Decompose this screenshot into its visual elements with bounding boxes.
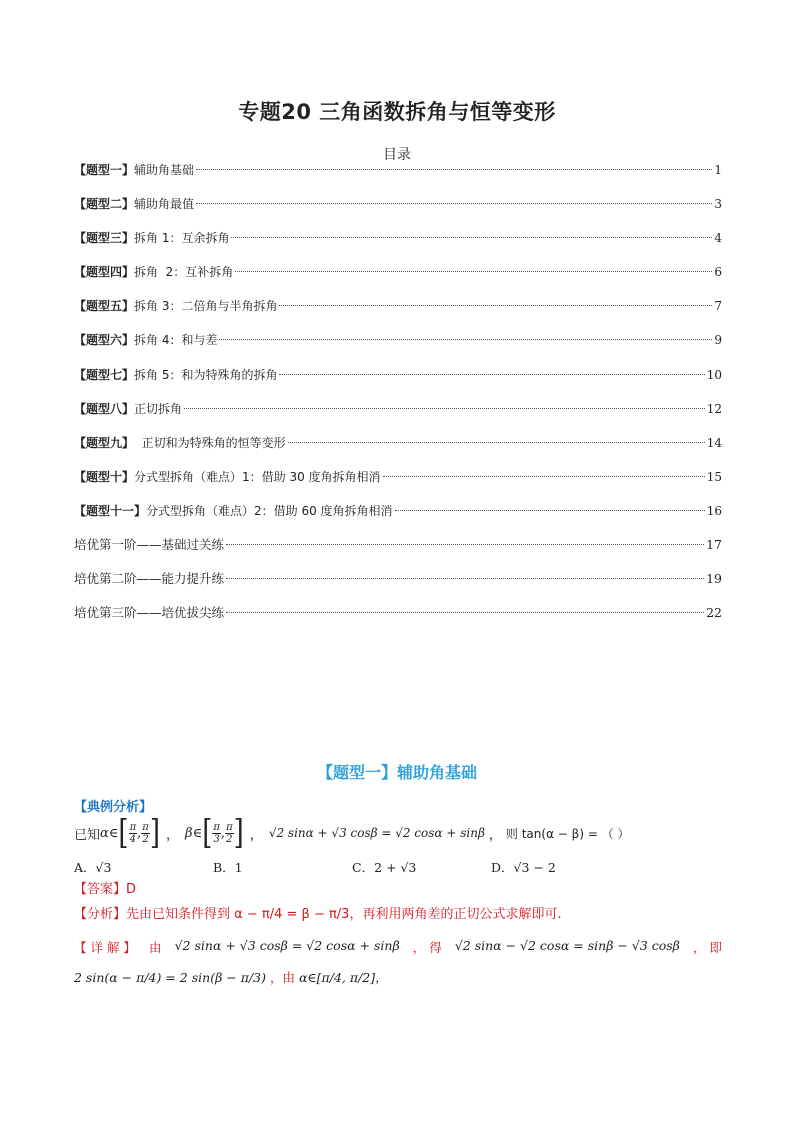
toc-entry-page: 7 bbox=[714, 299, 722, 314]
beta-condition: β∈ bbox=[185, 825, 203, 841]
toc-entry[interactable] bbox=[74, 330, 722, 364]
toc-entry[interactable] bbox=[74, 603, 722, 637]
toc-dot-leader bbox=[226, 612, 704, 613]
toc-entry-page: 9 bbox=[714, 333, 722, 348]
toc-entry-page: 19 bbox=[706, 571, 722, 587]
detail-text-thus: ， 即 bbox=[693, 940, 722, 955]
detail-line-1 bbox=[74, 938, 722, 956]
toc-entry-label: 拆角 4：和与差 bbox=[134, 333, 218, 348]
toc-entry-label: 辅助角最值 bbox=[134, 197, 195, 212]
toc-entry[interactable] bbox=[74, 194, 722, 228]
toc-dot-leader bbox=[184, 408, 705, 409]
toc-entry-label: 正切和为特殊角的恒等变形 bbox=[134, 435, 286, 450]
option-a[interactable]: A．√3 bbox=[74, 860, 112, 875]
toc-entry[interactable] bbox=[74, 399, 722, 433]
table-of-contents bbox=[74, 160, 722, 637]
analysis-line bbox=[74, 903, 722, 922]
toc-dot-leader bbox=[235, 271, 712, 272]
example-tag: 【典例分析】 bbox=[74, 800, 153, 815]
given-equation: √2 sinα + √3 cosβ = √2 cosα + sinβ bbox=[268, 826, 485, 840]
toc-dot-leader bbox=[226, 544, 704, 545]
analysis-text: 先由已知条件得到 α − π/4 = β − π/3，再利用两角差的正切公式求解即可. bbox=[126, 907, 562, 922]
toc-entry-label: 分式型拆角（难点）1：借助 30 度角拆角相消 bbox=[134, 469, 381, 484]
toc-entry-page: 3 bbox=[714, 197, 722, 212]
answer-tag: 【答案】 bbox=[74, 882, 127, 897]
bracket-open-icon: [ bbox=[118, 813, 129, 853]
toc-entry[interactable] bbox=[74, 433, 722, 467]
toc-entry-page: 22 bbox=[706, 605, 722, 621]
toc-entry-label: 拆角 3：二倍角与半角拆角 bbox=[134, 299, 278, 314]
option-c[interactable]: C．2 + √3 bbox=[352, 860, 417, 875]
toc-entry-label: 培优第三阶——培优拔尖练 bbox=[74, 605, 225, 621]
toc-entry-tag: 【题型九】 bbox=[74, 435, 135, 450]
toc-entry-page: 17 bbox=[706, 537, 722, 553]
toc-dot-leader bbox=[395, 510, 705, 511]
toc-entry-tag: 【题型十一】 bbox=[74, 503, 147, 518]
detail-equation-3: 2 sin(α − π/4) = 2 sin(β − π/3) bbox=[74, 970, 266, 985]
toc-entry-label: 培优第一阶——基础过关练 bbox=[74, 537, 225, 553]
toc-entry-label: 辅助角基础 bbox=[134, 163, 195, 177]
option-b[interactable]: B．1 bbox=[213, 860, 243, 875]
toc-entry-page: 6 bbox=[714, 265, 722, 280]
toc-entry-label: 分式型拆角（难点）2：借助 60 度角拆角相消 bbox=[146, 503, 393, 518]
bracket-open-icon: [ bbox=[202, 813, 213, 853]
toc-entry-label: 拆角 5：和为特殊角的拆角 bbox=[134, 367, 278, 382]
toc-entry-page: 15 bbox=[706, 469, 722, 484]
toc-entry-tag: 【题型七】 bbox=[74, 367, 135, 382]
detail-alpha-range: α∈[π/4, π/2]， bbox=[298, 970, 388, 985]
toc-dot-leader bbox=[226, 578, 704, 579]
frac-pi-2: $\frac{\pi}{2}$ bbox=[226, 821, 233, 845]
bracket-close-icon: ] bbox=[233, 813, 244, 853]
toc-entry-label: 培优第二阶——能力提升练 bbox=[74, 571, 225, 587]
detail-text-by: 由 bbox=[149, 940, 162, 955]
toc-entry-page: 10 bbox=[706, 367, 722, 382]
document-title: 专题20 三角函数拆角与恒等变形 bbox=[238, 100, 556, 124]
toc-dot-leader bbox=[383, 476, 705, 477]
answer-value: D bbox=[126, 882, 137, 897]
toc-entry[interactable] bbox=[74, 365, 722, 399]
option-d[interactable]: D．√3 − 2 bbox=[491, 860, 556, 875]
toc-dot-leader bbox=[279, 374, 704, 375]
bracket-close-icon: ] bbox=[149, 813, 161, 853]
toc-entry[interactable] bbox=[74, 228, 722, 262]
frac-pi-2: $\frac{\pi}{2}$ bbox=[142, 821, 149, 845]
detail-tag: 【 详 解 】 bbox=[74, 940, 136, 955]
frac-pi-4: $\frac{\pi}{4}$ bbox=[129, 821, 137, 845]
toc-entry-page: 1 bbox=[714, 163, 722, 177]
section-title: 【题型一】辅助角基础 bbox=[316, 763, 477, 782]
toc-entry-tag: 【题型四】 bbox=[74, 265, 135, 280]
detail-text-get: ， 得 bbox=[412, 940, 442, 955]
question-stem: 已知 α∈ [ $\frac{\pi}{4}$ , $\frac{\pi}{2}$ ] ， β∈ [ $\frac{\pi}{3}$ , $\frac{\pi}{2}$ ] ， √2 sinα + √3 cosβ = √2 cosα + sinβ ， 则 tan(α − β) = （ ） bbox=[74, 813, 630, 853]
toc-entry-page: 12 bbox=[706, 401, 722, 416]
toc-entry[interactable] bbox=[74, 569, 722, 603]
toc-entry-tag: 【题型十】 bbox=[74, 469, 135, 484]
toc-entry[interactable] bbox=[74, 296, 722, 330]
toc-entry-page: 16 bbox=[706, 503, 722, 518]
detail-equation-1: √2 sinα + √3 cosβ = √2 cosα + sinβ bbox=[174, 938, 400, 953]
toc-entry[interactable] bbox=[74, 467, 722, 501]
answer-options bbox=[74, 858, 722, 876]
detail-equation-2: √2 sinα − √2 cosα = sinβ − √3 cosβ bbox=[454, 938, 680, 953]
toc-entry[interactable] bbox=[74, 160, 722, 194]
toc-entry[interactable] bbox=[74, 535, 722, 569]
toc-dot-leader bbox=[196, 169, 712, 170]
alpha-condition: α∈ bbox=[100, 825, 119, 841]
toc-dot-leader bbox=[288, 442, 705, 443]
frac-pi-3: $\frac{\pi}{3}$ bbox=[213, 821, 220, 845]
toc-entry-page: 14 bbox=[706, 435, 722, 450]
toc-dot-leader bbox=[219, 339, 712, 340]
question-ask: 则 tan(α − β) = （ ） bbox=[505, 826, 630, 841]
toc-dot-leader bbox=[196, 203, 712, 204]
toc-dot-leader bbox=[279, 305, 712, 306]
detail-text-by2: ，由 bbox=[269, 970, 295, 985]
toc-entry-tag: 【题型三】 bbox=[74, 231, 135, 246]
analysis-tag: 【分析】 bbox=[74, 907, 127, 922]
question-prefix: 已知 bbox=[74, 827, 101, 843]
toc-entry-tag: 【题型一】 bbox=[74, 163, 135, 177]
answer-line bbox=[74, 878, 722, 897]
toc-entry[interactable] bbox=[74, 501, 722, 535]
toc-entry-label: 正切拆角 bbox=[134, 401, 183, 416]
toc-heading: 目录 bbox=[383, 147, 411, 163]
toc-entry[interactable] bbox=[74, 262, 722, 296]
detail-line-2 bbox=[74, 968, 722, 986]
toc-entry-page: 4 bbox=[714, 231, 722, 246]
toc-entry-tag: 【题型六】 bbox=[74, 333, 135, 348]
toc-entry-tag: 【题型八】 bbox=[74, 401, 135, 416]
toc-dot-leader bbox=[231, 237, 712, 238]
toc-entry-label: 拆角 2：互补拆角 bbox=[134, 265, 234, 280]
toc-entry-tag: 【题型二】 bbox=[74, 197, 135, 212]
toc-entry-tag: 【题型五】 bbox=[74, 299, 135, 314]
toc-entry-label: 拆角 1：互余拆角 bbox=[134, 231, 230, 246]
